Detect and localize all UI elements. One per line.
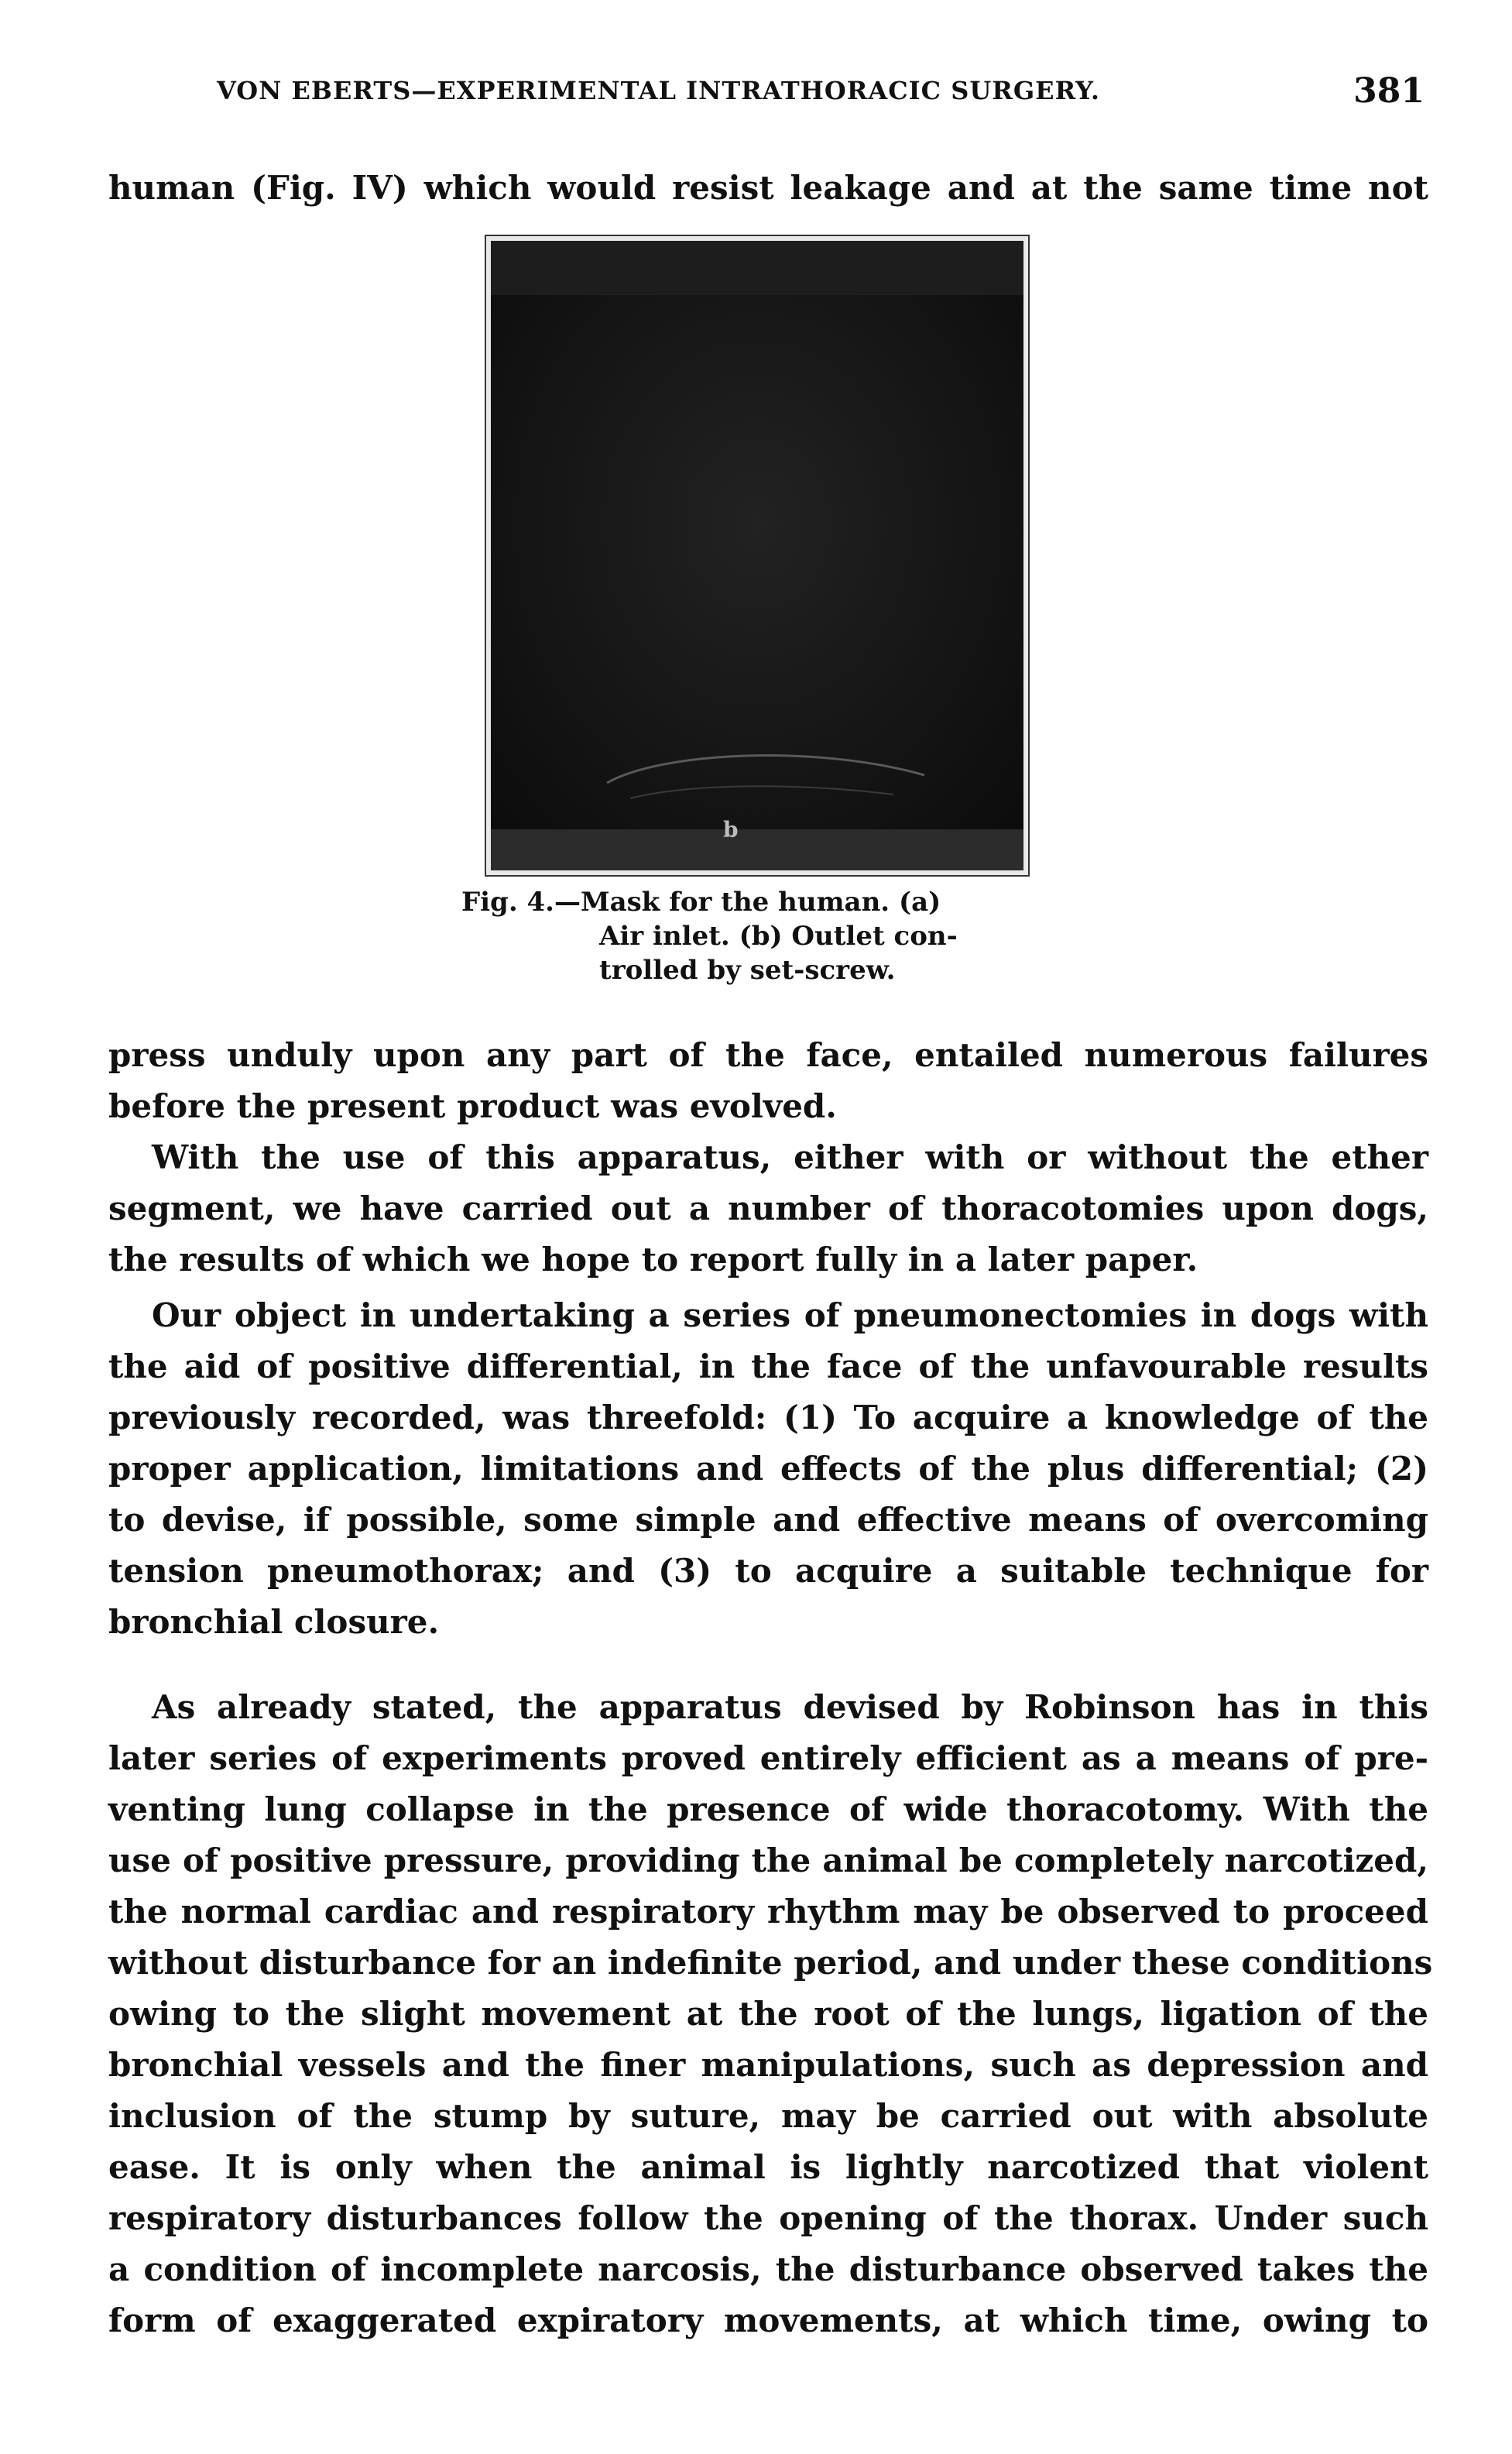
text-line: the results of which we hope to report fully in a later paper.	[108, 1241, 1198, 1278]
caption-line: Fig. 4.—Mask for the human. (a)	[461, 887, 941, 918]
text-line: bronchial vessels and the finer manipulations, such as depression and	[108, 2046, 1428, 2084]
text-line: bronchial closure.	[108, 1603, 440, 1641]
page-number: 381	[1353, 71, 1425, 111]
text-line: ease. It is only when the animal is lightly narcotized that violent	[108, 2148, 1428, 2186]
text-line: tension pneumothorax; and (3) to acquire a suitable technique for	[108, 1552, 1428, 1590]
text-line: respiratory disturbances follow the opening of the thorax. Under such	[108, 2199, 1428, 2237]
caption-line: Air inlet. (b) Outlet con-	[599, 921, 958, 952]
running-header	[108, 71, 1425, 118]
paragraph-4	[108, 1290, 1428, 1648]
text-line: a condition of incomplete narcosis, the disturbance observed takes the	[108, 2250, 1428, 2288]
text-line: before the present product was evolved.	[108, 1087, 837, 1125]
text-line: owing to the slight movement at the root of the lungs, ligation of the	[108, 1995, 1428, 2033]
running-title: VON EBERTS—EXPERIMENTAL INTRATHORACIC SURGERY.	[217, 76, 1101, 105]
text-line: form of exaggerated expiratory movements, at which time, owing to	[108, 2301, 1428, 2339]
figure-mask-photo	[486, 236, 1028, 875]
figure-label-b: b	[723, 817, 739, 843]
text-line: Our object in undertaking a series of pneumonectomies in dogs with	[152, 1296, 1428, 1334]
text-line: press unduly upon any part of the face, entailed numerous failures	[108, 1036, 1428, 1074]
caption-line: trolled by set-screw.	[599, 955, 896, 986]
text-line: to devise, if possible, some simple and effective means of overcoming	[108, 1501, 1428, 1539]
paragraph-5	[108, 1682, 1433, 2346]
text-line: previously recorded, was threefold: (1) To acquire a knowledge of the	[108, 1399, 1428, 1436]
text-line: As already stated, the apparatus devised by Robinson has in this	[152, 1688, 1428, 1726]
paragraph-2	[108, 1030, 1428, 1132]
text-line: later series of experiments proved entirely efficient as a means of pre-	[108, 1739, 1428, 1777]
text-line: With the use of this apparatus, either with or without the ether	[152, 1138, 1428, 1176]
text-line: human (Fig. IV) which would resist leakage and at the same time not	[108, 169, 1428, 207]
text-line: the aid of positive differential, in the face of the unfavourable results	[108, 1347, 1428, 1385]
text-line: without disturbance for an indefinite period, and under these conditions	[108, 1944, 1433, 1982]
text-line: the normal cardiac and respiratory rhythm may be observed to proceed	[108, 1893, 1428, 1931]
text-line: proper application, limitations and effects of the plus differential; (2)	[108, 1450, 1428, 1488]
paragraph-3	[108, 1132, 1428, 1285]
paragraph-top	[108, 163, 1428, 214]
text-line: use of positive pressure, providing the animal be completely narcotized,	[108, 1841, 1428, 1879]
text-line: inclusion of the stump by suture, may be carried out with absolute	[108, 2097, 1428, 2135]
figure-caption	[461, 885, 1081, 987]
text-line: segment, we have carried out a number of thoracotomies upon dogs,	[108, 1189, 1428, 1227]
photo-plate	[491, 241, 1023, 870]
text-line: venting lung collapse in the presence of wide thoracotomy. With the	[108, 1790, 1428, 1828]
